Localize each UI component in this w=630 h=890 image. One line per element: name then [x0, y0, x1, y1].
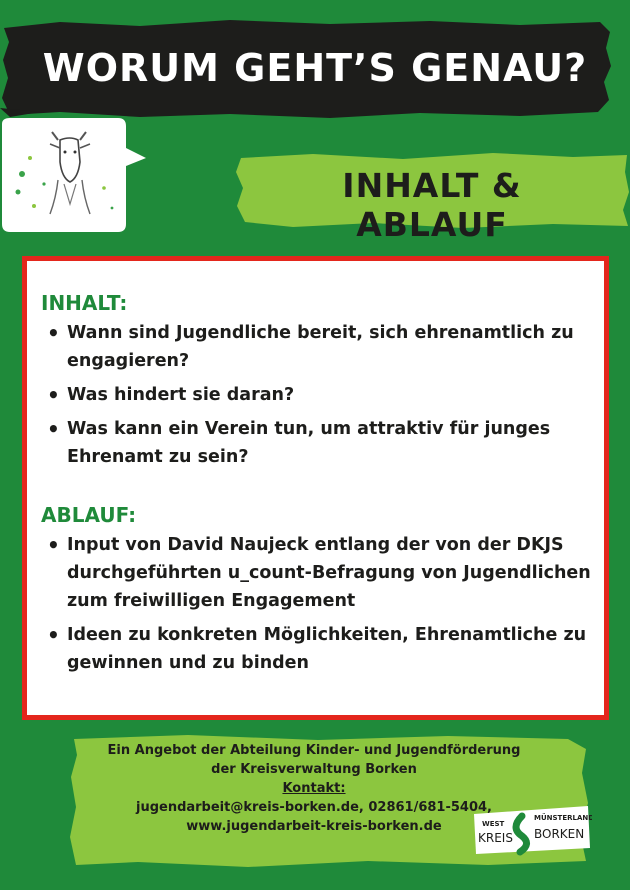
- logo-west: WEST: [482, 820, 505, 828]
- list-item: • Was kann ein Verein tun, um attraktiv für junges Ehrenamt zu sein?: [47, 415, 592, 471]
- ablauf-list: [47, 531, 592, 683]
- footer-line-1: Ein Angebot der Abteilung Kinder- und Jugendförderung: [107, 743, 521, 758]
- logo-muensterland: MÜNSTERLAND: [534, 814, 592, 822]
- contact-label: Kontakt:: [282, 781, 346, 796]
- inhalt-heading: INHALT:: [41, 291, 128, 315]
- goat-icon: [0, 118, 150, 234]
- content-card: [22, 256, 609, 720]
- website-link[interactable]: www.jugendarbeit-kreis-borken.de: [186, 819, 442, 834]
- speech-bubble: [0, 118, 150, 234]
- contact-email-phone[interactable]: jugendarbeit@kreis-borken.de, 02861/681-5404,: [135, 800, 492, 815]
- list-item: • Was hindert sie daran?: [47, 381, 592, 409]
- footer-line-2: der Kreisverwaltung Borken: [211, 762, 417, 777]
- page-title: WORUM GEHT’S GENAU?: [42, 46, 588, 90]
- logo-kreis: KREIS: [478, 831, 513, 845]
- list-item: • Input von David Naujeck entlang der von der DKJS durchgeführten u_count-Befragung von Jugendlichen zum freiwilligen Engagement: [47, 531, 592, 615]
- list-item: • Ideen zu konkreten Möglichkeiten, Ehrenamtliche zu gewinnen und zu binden: [47, 621, 592, 677]
- logo-borken: BORKEN: [534, 827, 585, 841]
- ablauf-heading: ABLAUF:: [41, 503, 137, 527]
- kreis-borken-logo: [470, 804, 592, 856]
- inhalt-list: [47, 319, 592, 477]
- list-item: • Wann sind Jugendliche bereit, sich ehrenamtlich zu engagieren?: [47, 319, 592, 375]
- page-subtitle: INHALT & ABLAUF: [342, 166, 522, 244]
